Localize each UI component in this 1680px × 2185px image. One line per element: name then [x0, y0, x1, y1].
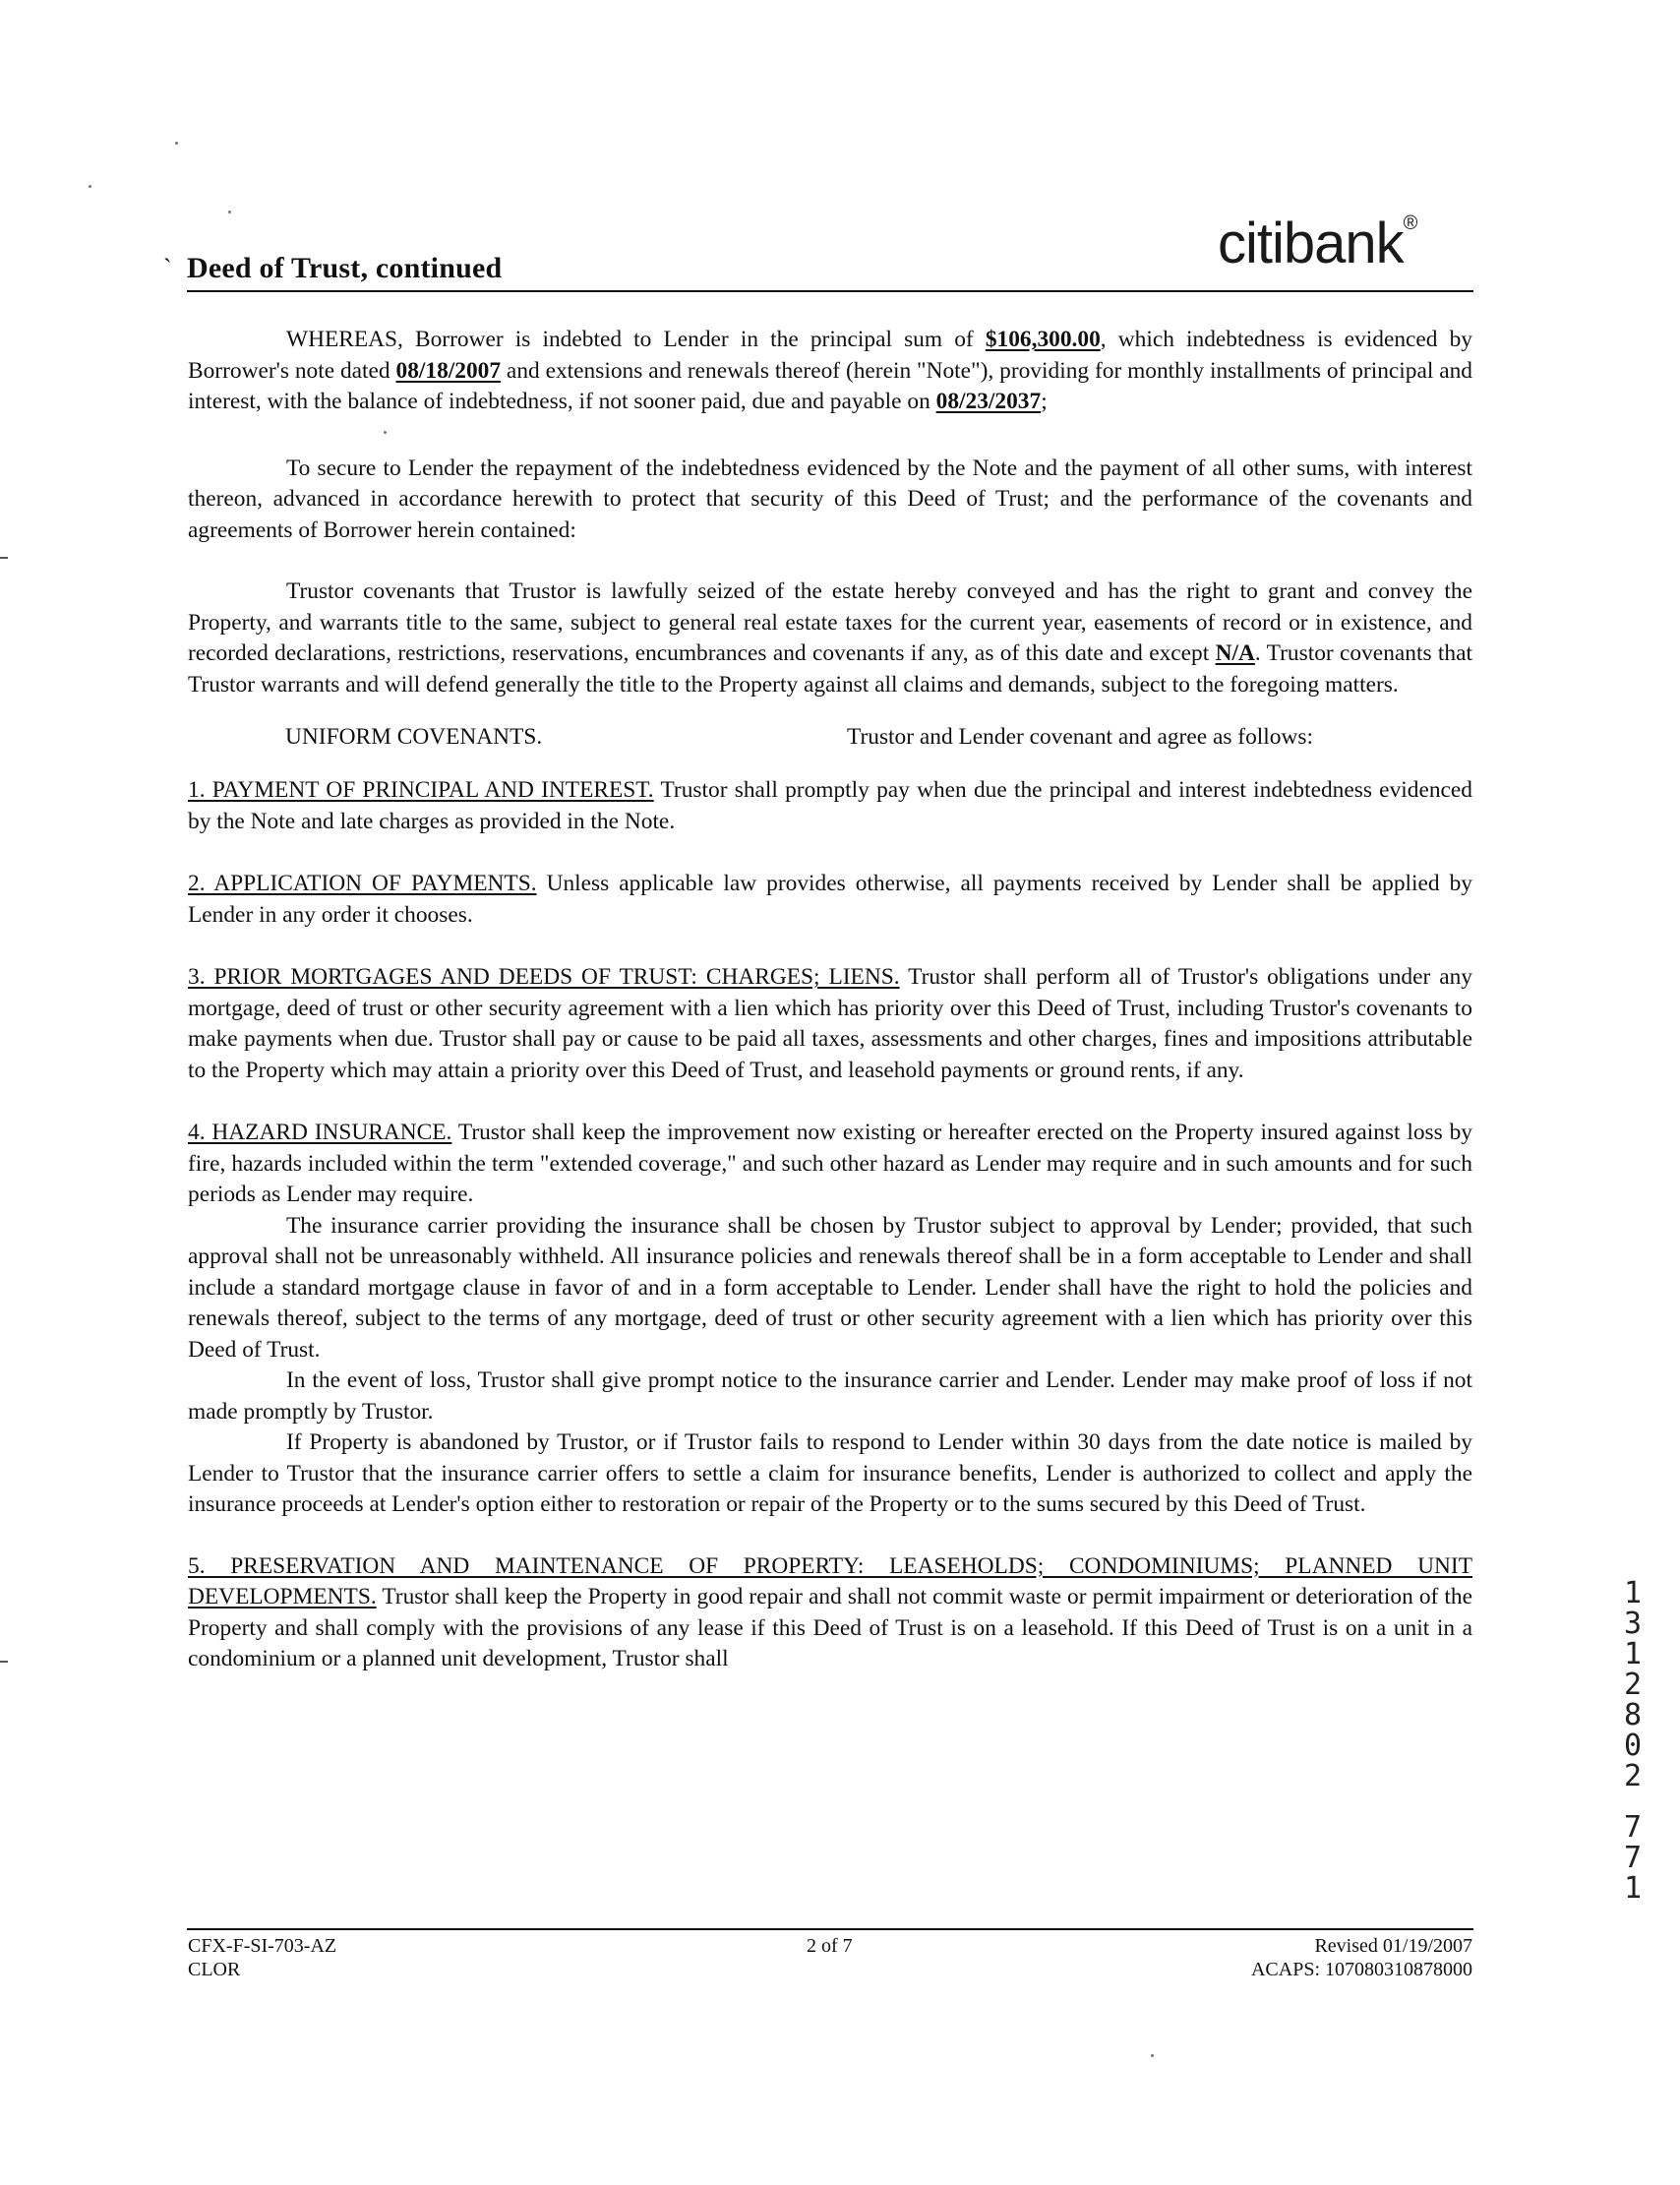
uniform-covenants-intro: Trustor and Lender covenant and agree as follows:: [847, 724, 1313, 750]
footer-left: [188, 1934, 336, 1981]
whereas-text: , which indebtedness is evidenced by Borrower's note dated: [188, 327, 1473, 384]
page-title: Deed of Trust, continued: [187, 252, 503, 284]
whereas-paragraph: [188, 325, 1472, 418]
trustor-text: . Trustor covenants that Trustor warrants and will defend generally the title to the Property against all claims and demands, subject to the foregoing matters.: [188, 640, 1472, 698]
secure-paragraph: To secure to Lender the repayment of the indebtedness evidenced by the Note and the payment of all other sums, with interest thereon, advanced in accordance herewith to protect that security of this Deed of Trust; and the performance of the covenants and agreements of Borrower herein contained:: [188, 455, 1472, 543]
uniform-covenants-row: [188, 722, 1472, 754]
uniform-covenants-heading: UNIFORM COVENANTS.: [285, 724, 543, 750]
scan-speck: [89, 185, 91, 188]
acaps-number: ACAPS: 107080310878000: [1250, 1959, 1472, 1980]
scan-speck: [175, 142, 178, 145]
section-1: [188, 775, 1472, 837]
section-3-title: 3. PRIOR MORTGAGES AND DEEDS OF TRUST: CHARGES; LIENS.: [188, 964, 900, 990]
revised-date: Revised 01/19/2007: [1314, 1935, 1472, 1957]
scan-edge-mark: [0, 1661, 8, 1663]
maturity-date: 08/23/2037: [935, 389, 1042, 414]
form-subcode: CLOR: [188, 1959, 241, 1980]
form-id: CFX-F-SI-703-AZ: [188, 1935, 337, 1957]
section-5-title: 5. PRESERVATION AND MAINTENANCE OF PROPERTY: LEASEHOLDS; CONDOMINIUMS; PLANNED UNIT DEVELOPMENTS.: [188, 1552, 1472, 1609]
scan-speck: [228, 211, 231, 213]
section-4-paragraph: If Property is abandoned by Trustor, or if Trustor fails to respond to Lender within 30 days from the date notice is mailed by Lender to Trustor that the insurance carrier offers to settle a claim for insurance benefits, Lender is authorized to collect and apply the insurance proceeds at Lender's option either to restoration or repair of the Property or to the sums secured by this Deed of Trust.: [188, 1429, 1472, 1517]
section-2-title: 2. APPLICATION OF PAYMENTS.: [188, 871, 537, 896]
stamp-digit: 1: [1623, 1576, 1643, 1610]
citibank-logo: [1218, 211, 1416, 276]
section-2: [188, 869, 1472, 931]
scan-tick-mark: `: [163, 254, 172, 282]
section-5: [188, 1551, 1472, 1675]
section-3-text: Trustor shall perform all of Trustor's obligations under any mortgage, deed of trust or other security agreement with a lien which has priority over this Deed of Trust, including Trustor's covenants to make payments when due. Trustor shall pay or cause to be paid all taxes, assessments and other charges, fines and impositions attributable to the Property which may attain a priority over this Deed of Trust, and leasehold payments or ground rents, if any.: [188, 964, 1472, 1083]
section-4-title: 4. HAZARD INSURANCE.: [188, 1120, 452, 1145]
stamp-digit: 7: [1623, 1841, 1643, 1875]
footer-rule: [187, 1928, 1473, 1930]
section-3: [188, 962, 1472, 1086]
page-number: 2 of 7: [807, 1935, 853, 1957]
section-4-paragraph: In the event of loss, Trustor shall give prompt notice to the insurance carrier and Lender. Lender may make proof of loss if not made promptly by Trustor.: [188, 1367, 1472, 1425]
whereas-text: WHEREAS, Borrower is indebted to Lender in the principal sum of: [286, 327, 986, 352]
note-date: 08/18/2007: [395, 357, 502, 384]
trustor-covenant-paragraph: [188, 577, 1472, 700]
section-4-paragraph: The insurance carrier providing the insurance shall be chosen by Trustor subject to approval by Lender; provided, that such approval shall not be unreasonably withheld. All insurance policies and renewals thereof shall be in a form acceptable to Lender and shall include a standard mortgage clause in favor of and in a form acceptable to Lender. Lender shall have the right to hold the policies and renewals thereof, subject to the terms of any mortgage, deed of trust or other security agreement with a lien which has priority over this Deed of Trust.: [188, 1212, 1472, 1363]
scan-edge-mark: [0, 557, 8, 559]
footer-right: [1141, 1934, 1472, 1981]
section-2-text: Unless applicable law provides otherwise, all payments received by Lender shall be applied by Lender in any order it chooses.: [188, 871, 1472, 928]
section-1-title: 1. PAYMENT OF PRINCIPAL AND INTEREST.: [188, 777, 654, 803]
stamp-digit: 2: [1623, 1668, 1643, 1702]
header-rule: [187, 290, 1473, 292]
document-stamp-number: [1613, 1578, 1652, 1904]
stamp-digit: 3: [1623, 1607, 1643, 1641]
stamp-digit: 0: [1623, 1729, 1643, 1763]
scan-speck: [1151, 2054, 1154, 2057]
stamp-digit: 1: [1623, 1637, 1643, 1671]
whereas-text: ;: [1041, 389, 1048, 414]
section-5-text: Trustor shall keep the Property in good repair and shall not commit waste or permit impairment or deterioration of the Property and shall comply with the provisions of any lease if this Deed of Trust is on a leasehold. If this Deed of Trust is on a unit in a condominium or a planned unit development, Trustor shall: [188, 1584, 1472, 1671]
principal-amount: $106,300.00: [985, 327, 1101, 352]
document-body: [188, 325, 1472, 1675]
stamp-digit: 7: [1623, 1810, 1643, 1845]
logo-text: citibank: [1218, 212, 1404, 275]
stamp-digit: 8: [1623, 1698, 1643, 1732]
exceptions-value: N/A: [1215, 640, 1255, 666]
section-1-text: Trustor shall promptly pay when due the principal and interest indebtedness evidenced by the Note and late charges as provided in the Note.: [188, 777, 1472, 834]
stamp-digit: 1: [1623, 1871, 1643, 1906]
whereas-text: and extensions and renewals thereof (herein "Note"), providing for monthly installments of principal and interest, with the balance of indebtedness, if not sooner paid, due and payable on: [188, 357, 1473, 414]
registered-mark: ®: [1403, 212, 1417, 234]
stamp-digit: 2: [1623, 1759, 1643, 1793]
section-4-text: Trustor shall keep the improvement now existing or hereafter erected on the Property insured against loss by fire, hazards included within the term "extended coverage," and such other hazard as Lender may require and in such amounts and for such periods as Lender may require.: [188, 1120, 1472, 1207]
section-4: [188, 1118, 1472, 1211]
trustor-text: Trustor covenants that Trustor is lawfully seized of the estate hereby conveyed and has the right to grant and convey the Property, and warrants title to the same, subject to general real estate taxes for the current year, easements of record or in existence, and recorded declarations, restrictions, reservations, encumbrances and covenants if any, as of this date and except: [188, 578, 1472, 666]
